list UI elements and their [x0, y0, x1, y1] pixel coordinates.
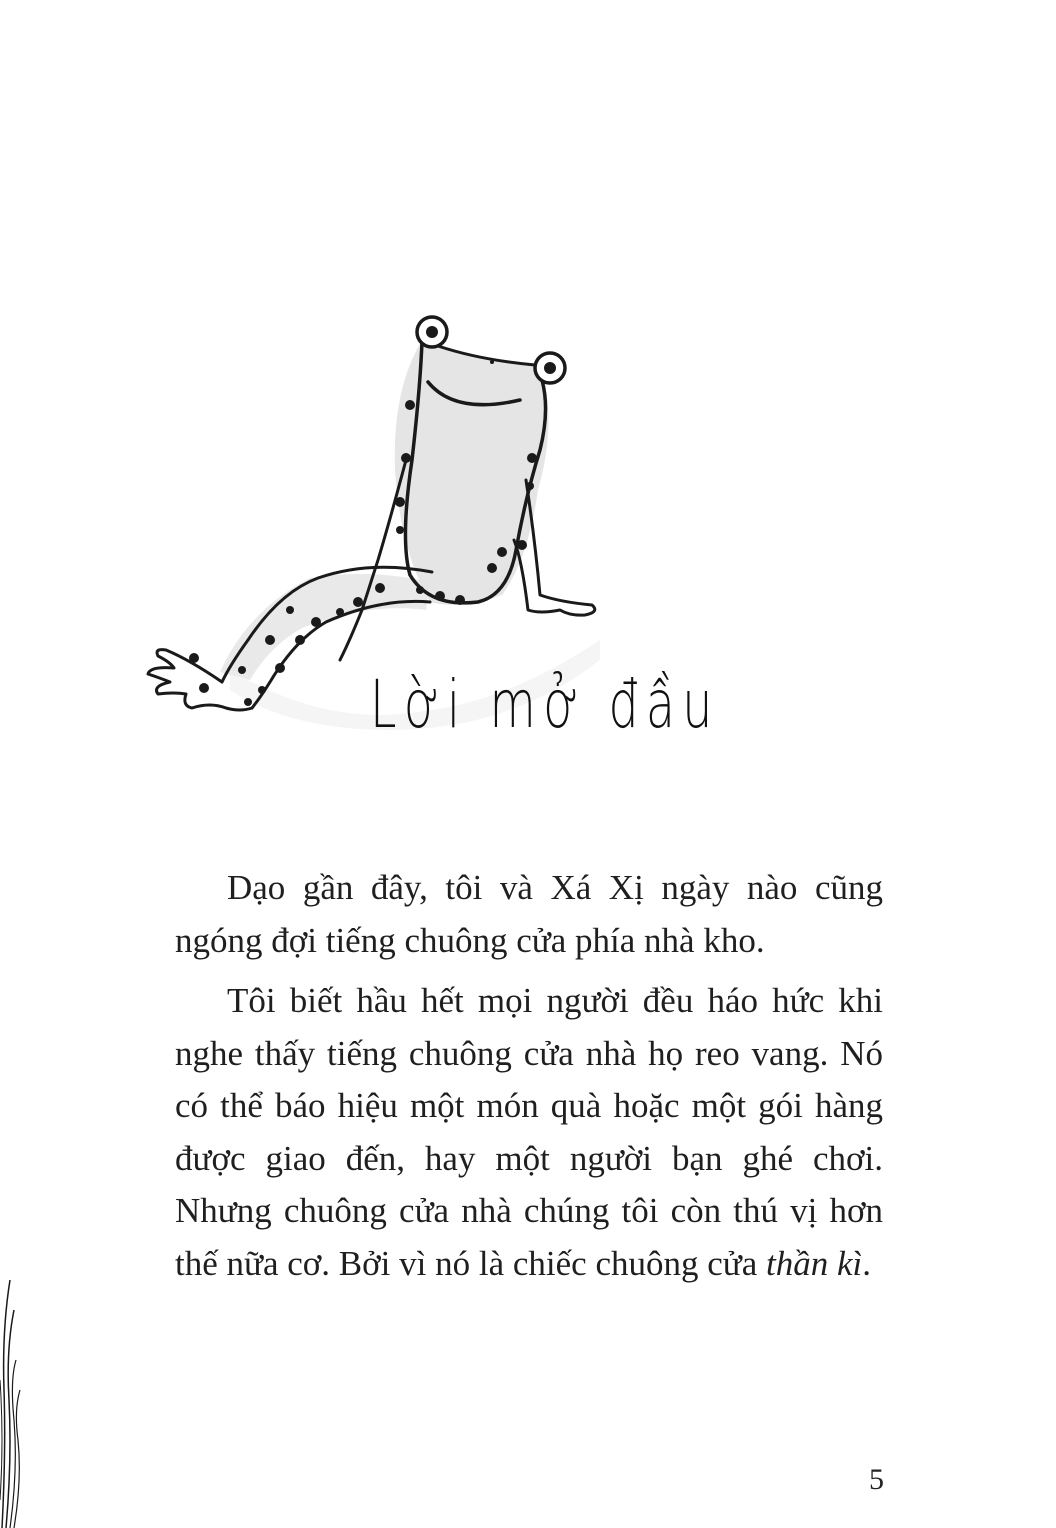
paragraph-text: .	[862, 1243, 872, 1283]
paragraph-text: Dạo gần đây, tôi và Xá Xị ngày nào cũng ngóng đợi tiếng chuông cửa phía nhà kho.	[175, 868, 883, 960]
frog-body-wash	[395, 340, 549, 605]
frog-nostril	[490, 360, 494, 364]
page-number: 5	[869, 1463, 884, 1496]
grass-edge-decoration	[0, 1270, 26, 1528]
frog-eye-left	[417, 317, 447, 347]
frog-eye-right	[535, 353, 565, 383]
body-text	[175, 862, 883, 1290]
body-paragraph	[175, 862, 883, 967]
body-paragraph	[175, 975, 883, 1290]
frog-left-arm	[340, 460, 406, 660]
chapter-title: Lời mở đầu	[370, 666, 720, 743]
italic-text: thần kì	[766, 1243, 863, 1283]
paragraph-text: Tôi biết hầu hết mọi người đều háo hức khi nghe thấy tiếng chuông cửa nhà họ reo vang. Nó có thể báo hiệu một món quà hoặc một gói hàng được giao đến, hay một người bạn ghé chơi. Nhưng chuông cửa nhà chúng tôi còn thú vị hơn thế nữa cơ. Bởi vì nó là chiếc chuông cửa	[175, 981, 883, 1283]
